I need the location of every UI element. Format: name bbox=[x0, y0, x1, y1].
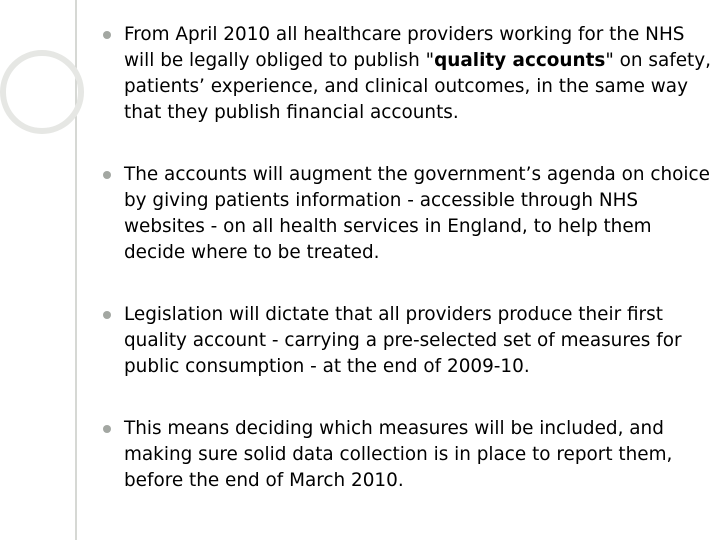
bullet-dot bbox=[103, 425, 111, 433]
bullet-text-part: The accounts will augment the government’s agenda on choice by giving patients information - accessible through NHS websites - on all health services in England, to help them decide where to be treated. bbox=[124, 164, 710, 263]
bullet-text-part: Legislation will dictate that all providers produce their first quality account - carrying a pre-selected set of measures for public consumption - at the end of 2009-10. bbox=[124, 304, 682, 377]
frame-ring bbox=[3, 53, 81, 131]
bullet-dot bbox=[103, 31, 111, 39]
bullet-item bbox=[124, 416, 714, 494]
bullet-dot bbox=[103, 171, 111, 179]
bullet-dot bbox=[103, 311, 111, 319]
bullet-text-part: " on safety, patients’ experience, and clinical outcomes, in the same way that they publish financial accounts. bbox=[124, 50, 711, 123]
decorative-frame bbox=[0, 0, 84, 540]
bullet-item bbox=[124, 22, 714, 126]
bullet-item bbox=[124, 302, 714, 380]
bullet-text-part: This means deciding which measures will be included, and making sure solid data collection is in place to report them, before the end of March 2010. bbox=[124, 418, 673, 491]
bullet-text-part: From April 2010 all healthcare providers working for the NHS will be legally obliged to publish " bbox=[124, 24, 685, 71]
bullet-item bbox=[124, 162, 714, 266]
quality-accounts-emphasis: quality accounts bbox=[434, 50, 606, 71]
bullet-list bbox=[124, 22, 714, 494]
